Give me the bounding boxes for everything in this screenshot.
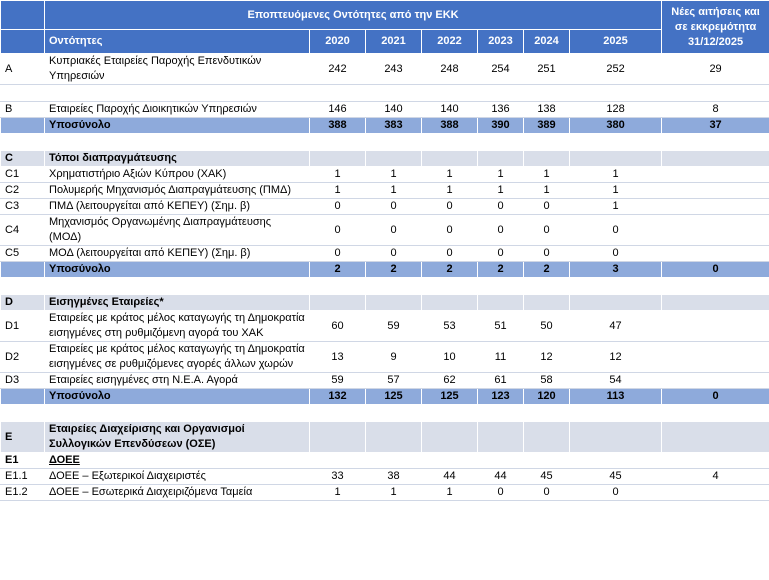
empty-cell <box>422 295 478 311</box>
new-applications-value <box>662 485 769 501</box>
value-2025: 252 <box>570 54 662 85</box>
empty-cell <box>310 295 366 311</box>
row-label: Πολυμερής Μηχανισμός Διαπραγμάτευσης (ΠΜΔ) <box>45 183 310 199</box>
value-2023: 0 <box>478 246 524 262</box>
subtotal-label: Υποσύνολο <box>45 118 310 134</box>
empty-cell <box>1 85 45 102</box>
row-label: Μηχανισμός Οργανωμένης Διαπραγμάτευσης (ΜΟΔ) <box>45 215 310 246</box>
table-row <box>1 389 769 405</box>
value-2024: 389 <box>524 118 570 134</box>
group-title: Εποπτευόμενες Οντότητες από την ΕΚΚ <box>45 1 662 30</box>
subtotal-code <box>1 389 45 405</box>
value-2023: 1 <box>478 183 524 199</box>
value-2022: 0 <box>422 199 478 215</box>
value-2024: 45 <box>524 469 570 485</box>
value-2022: 1 <box>422 183 478 199</box>
value-2025: 1 <box>570 199 662 215</box>
table-row <box>1 134 769 151</box>
empty-cell <box>662 151 769 167</box>
empty-cell <box>570 453 662 469</box>
value-2022: 125 <box>422 389 478 405</box>
value-2021: 1 <box>366 485 422 501</box>
value-2024: 0 <box>524 485 570 501</box>
value-2020: 59 <box>310 373 366 389</box>
empty-cell <box>570 151 662 167</box>
section-title: Τόποι διαπραγμάτευσης <box>45 151 310 167</box>
row-code: C4 <box>1 215 45 246</box>
table-row <box>1 246 769 262</box>
value-2022: 62 <box>422 373 478 389</box>
table-row <box>1 85 769 102</box>
row-code: E1.1 <box>1 469 45 485</box>
row-label: Κυπριακές Εταιρείες Παροχής Επενδυτικών Υπηρεσιών <box>45 54 310 85</box>
value-2025: 1 <box>570 183 662 199</box>
new-applications-value <box>662 342 769 373</box>
group-title: ΔΟΕΕ <box>45 453 310 469</box>
group-code: E1 <box>1 453 45 469</box>
new-applications-value: 37 <box>662 118 769 134</box>
value-2022: 44 <box>422 469 478 485</box>
value-2020: 146 <box>310 102 366 118</box>
value-2020: 1 <box>310 485 366 501</box>
header-code-blank <box>1 30 45 54</box>
row-code: E1.2 <box>1 485 45 501</box>
value-2021: 0 <box>366 215 422 246</box>
table-row <box>1 199 769 215</box>
value-2023: 390 <box>478 118 524 134</box>
new-applications-value <box>662 246 769 262</box>
value-2025: 45 <box>570 469 662 485</box>
new-applications-value: 8 <box>662 102 769 118</box>
value-2023: 2 <box>478 262 524 278</box>
header-blank <box>1 1 45 30</box>
new-applications-value <box>662 373 769 389</box>
value-2021: 243 <box>366 54 422 85</box>
value-2023: 1 <box>478 167 524 183</box>
new-applications-value <box>662 167 769 183</box>
year-header-2023: 2023 <box>478 30 524 54</box>
value-2023: 254 <box>478 54 524 85</box>
table-row <box>1 453 769 469</box>
value-2021: 0 <box>366 246 422 262</box>
row-code: D3 <box>1 373 45 389</box>
value-2025: 47 <box>570 311 662 342</box>
empty-cell <box>310 453 366 469</box>
row-label: ΔΟΕΕ – Εξωτερικοί Διαχειριστές <box>45 469 310 485</box>
value-2022: 388 <box>422 118 478 134</box>
value-2020: 0 <box>310 246 366 262</box>
row-label: ΠΜΔ (λειτουργείται από ΚΕΠΕΥ) (Σημ. β) <box>45 199 310 215</box>
empty-cell <box>662 453 769 469</box>
empty-cell <box>662 85 769 102</box>
subtotal-label: Υποσύνολο <box>45 389 310 405</box>
table-row <box>1 54 769 85</box>
empty-cell <box>478 151 524 167</box>
spacer-row <box>1 405 769 422</box>
empty-cell <box>310 85 366 102</box>
new-applications-value: 0 <box>662 262 769 278</box>
empty-cell <box>478 453 524 469</box>
row-label: ΜΟΔ (λειτουργείται από ΚΕΠΕΥ) (Σημ. β) <box>45 246 310 262</box>
empty-cell <box>570 85 662 102</box>
table-row <box>1 151 769 167</box>
table-row <box>1 118 769 134</box>
value-2025: 54 <box>570 373 662 389</box>
new-applications-header: Νέες αιτήσεις και σε εκκρεμότητα 31/12/2025 <box>662 1 769 54</box>
empty-cell <box>45 85 310 102</box>
value-2022: 0 <box>422 246 478 262</box>
value-2023: 11 <box>478 342 524 373</box>
value-2020: 1 <box>310 167 366 183</box>
value-2020: 1 <box>310 183 366 199</box>
spacer-row <box>1 134 769 151</box>
new-applications-value <box>662 215 769 246</box>
value-2025: 380 <box>570 118 662 134</box>
value-2023: 51 <box>478 311 524 342</box>
table-row <box>1 215 769 246</box>
value-2023: 61 <box>478 373 524 389</box>
value-2024: 251 <box>524 54 570 85</box>
table-row <box>1 485 769 501</box>
empty-cell <box>366 422 422 453</box>
value-2020: 388 <box>310 118 366 134</box>
new-applications-value <box>662 199 769 215</box>
spacer-row <box>1 278 769 295</box>
year-header-2025: 2025 <box>570 30 662 54</box>
value-2022: 1 <box>422 167 478 183</box>
value-2021: 1 <box>366 183 422 199</box>
row-code: C3 <box>1 199 45 215</box>
value-2022: 1 <box>422 485 478 501</box>
value-2020: 2 <box>310 262 366 278</box>
value-2020: 60 <box>310 311 366 342</box>
section-code: C <box>1 151 45 167</box>
empty-cell <box>524 453 570 469</box>
row-label: Εταιρείες εισηγμένες στη Ν.Ε.Α. Αγορά <box>45 373 310 389</box>
value-2020: 13 <box>310 342 366 373</box>
value-2023: 44 <box>478 469 524 485</box>
value-2025: 0 <box>570 246 662 262</box>
empty-cell <box>366 151 422 167</box>
empty-cell <box>366 453 422 469</box>
new-applications-value <box>662 183 769 199</box>
table-row <box>1 262 769 278</box>
value-2021: 9 <box>366 342 422 373</box>
section-title: Εισηγμένες Εταιρείες* <box>45 295 310 311</box>
value-2022: 0 <box>422 215 478 246</box>
value-2020: 33 <box>310 469 366 485</box>
value-2025: 3 <box>570 262 662 278</box>
value-2023: 123 <box>478 389 524 405</box>
empty-cell <box>422 422 478 453</box>
value-2023: 0 <box>478 199 524 215</box>
value-2025: 113 <box>570 389 662 405</box>
table-row <box>1 469 769 485</box>
table-row <box>1 311 769 342</box>
empty-cell <box>310 151 366 167</box>
new-applications-value: 29 <box>662 54 769 85</box>
empty-cell <box>366 85 422 102</box>
value-2025: 12 <box>570 342 662 373</box>
new-applications-value <box>662 311 769 342</box>
table-row <box>1 295 769 311</box>
empty-cell <box>310 422 366 453</box>
value-2021: 1 <box>366 167 422 183</box>
value-2023: 136 <box>478 102 524 118</box>
year-header-2022: 2022 <box>422 30 478 54</box>
value-2025: 0 <box>570 485 662 501</box>
table-row <box>1 102 769 118</box>
empty-cell <box>366 295 422 311</box>
table-row <box>1 342 769 373</box>
value-2021: 2 <box>366 262 422 278</box>
empty-cell <box>478 422 524 453</box>
value-2021: 0 <box>366 199 422 215</box>
value-2023: 0 <box>478 485 524 501</box>
value-2024: 2 <box>524 262 570 278</box>
subtotal-code <box>1 262 45 278</box>
value-2025: 0 <box>570 215 662 246</box>
table-row <box>1 183 769 199</box>
table-row <box>1 405 769 422</box>
value-2024: 1 <box>524 183 570 199</box>
value-2021: 140 <box>366 102 422 118</box>
subtotal-label: Υποσύνολο <box>45 262 310 278</box>
value-2024: 0 <box>524 199 570 215</box>
table-row <box>1 278 769 295</box>
table-row <box>1 422 769 453</box>
new-applications-value: 0 <box>662 389 769 405</box>
value-2020: 0 <box>310 199 366 215</box>
empty-cell <box>524 85 570 102</box>
row-label: Εταιρείες με κράτος μέλος καταγωγής τη Δημοκρατία εισηγμένες στη ρυθμιζόμενη αγορά του ΧΑΚ <box>45 311 310 342</box>
row-code: D2 <box>1 342 45 373</box>
row-label: Εταιρείες με κράτος μέλος καταγωγής τη Δημοκρατία εισηγμένες σε ρυθμιζόμενες αγορές άλλων χωρών <box>45 342 310 373</box>
row-code: C2 <box>1 183 45 199</box>
value-2024: 0 <box>524 246 570 262</box>
value-2022: 140 <box>422 102 478 118</box>
year-header-2024: 2024 <box>524 30 570 54</box>
value-2022: 2 <box>422 262 478 278</box>
empty-cell <box>478 295 524 311</box>
value-2024: 12 <box>524 342 570 373</box>
year-header-2021: 2021 <box>366 30 422 54</box>
new-applications-value: 4 <box>662 469 769 485</box>
value-2024: 138 <box>524 102 570 118</box>
value-2021: 59 <box>366 311 422 342</box>
value-2020: 242 <box>310 54 366 85</box>
value-2024: 58 <box>524 373 570 389</box>
value-2022: 248 <box>422 54 478 85</box>
empty-cell <box>422 151 478 167</box>
empty-cell <box>662 295 769 311</box>
empty-cell <box>478 85 524 102</box>
row-code: B <box>1 102 45 118</box>
table-row <box>1 167 769 183</box>
entities-header: Οντότητες <box>45 30 310 54</box>
value-2022: 53 <box>422 311 478 342</box>
row-label: ΔΟΕΕ – Εσωτερικά Διαχειριζόμενα Ταμεία <box>45 485 310 501</box>
value-2021: 125 <box>366 389 422 405</box>
value-2021: 38 <box>366 469 422 485</box>
empty-cell <box>570 422 662 453</box>
empty-cell <box>524 422 570 453</box>
value-2020: 0 <box>310 215 366 246</box>
row-code: C1 <box>1 167 45 183</box>
section-code: E <box>1 422 45 453</box>
empty-cell <box>570 295 662 311</box>
empty-cell <box>422 85 478 102</box>
subtotal-code <box>1 118 45 134</box>
section-title: Εταιρείες Διαχείρισης και Οργανισμοί Συλλογικών Επενδύσεων (ΟΣΕ) <box>45 422 310 453</box>
table-row <box>1 373 769 389</box>
empty-cell <box>524 295 570 311</box>
value-2024: 120 <box>524 389 570 405</box>
empty-cell <box>524 151 570 167</box>
value-2024: 50 <box>524 311 570 342</box>
section-code: D <box>1 295 45 311</box>
row-label: Χρηματιστήριο Αξιών Κύπρου (ΧΑΚ) <box>45 167 310 183</box>
value-2025: 128 <box>570 102 662 118</box>
value-2022: 10 <box>422 342 478 373</box>
row-code: D1 <box>1 311 45 342</box>
value-2024: 1 <box>524 167 570 183</box>
row-code: C5 <box>1 246 45 262</box>
row-code: A <box>1 54 45 85</box>
value-2021: 383 <box>366 118 422 134</box>
empty-cell <box>422 453 478 469</box>
value-2024: 0 <box>524 215 570 246</box>
value-2023: 0 <box>478 215 524 246</box>
row-label: Εταιρείες Παροχής Διοικητικών Υπηρεσιών <box>45 102 310 118</box>
year-header-2020: 2020 <box>310 30 366 54</box>
empty-cell <box>662 422 769 453</box>
value-2021: 57 <box>366 373 422 389</box>
value-2020: 132 <box>310 389 366 405</box>
value-2025: 1 <box>570 167 662 183</box>
